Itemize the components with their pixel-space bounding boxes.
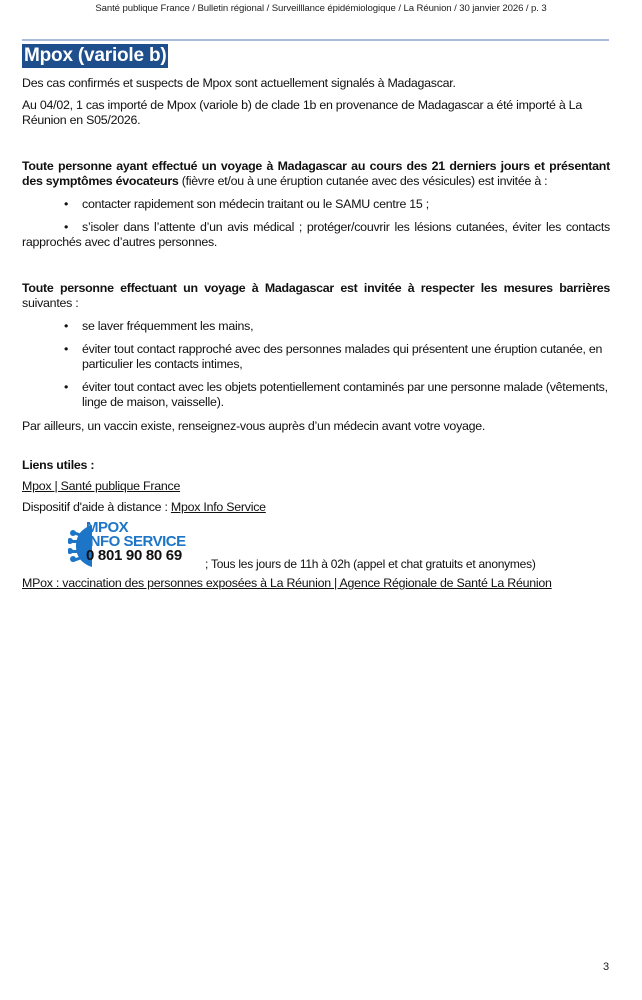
bullet-text: contacter rapidement son médecin traitant ou le SAMU centre 15 ; <box>82 197 429 211</box>
remote-label: Dispositif d'aide à distance : <box>22 500 171 514</box>
barrier-bullet <box>22 342 610 372</box>
main-content <box>22 76 610 591</box>
logo-line-2: INFO SERVICE <box>86 533 186 550</box>
logo-phone: 0 801 90 80 69 <box>86 547 182 564</box>
vaccine-paragraph: Par ailleurs, un vaccin existe, renseignez-vous auprès d’un médecin avant votre voyage. <box>22 419 486 433</box>
page-number: 3 <box>603 961 610 973</box>
symptoms-rest: (fièvre et/ou à une éruption cutanée avec des vésicules) est invitée à : <box>178 174 548 188</box>
barrier-bullet <box>22 319 610 334</box>
bullet-text: se laver fréquemment les mains, <box>82 319 254 333</box>
intro-paragraph-1: Des cas confirmés et suspects de Mpox sont actuellement signalés à Madagascar. <box>22 76 456 90</box>
bullet-icon: • <box>64 197 69 211</box>
bullet-text: éviter tout contact avec les objets potentiellement contaminés par une personne malade (vêtements, linge de maison, vaisselle). <box>82 380 608 409</box>
mpox-info-service-logo <box>68 519 204 573</box>
links-heading: Liens utiles : <box>22 458 95 472</box>
info-service-row <box>22 519 610 575</box>
bullet-text: s’isoler dans l’attente d’un avis médical ; protéger/couvrir les lésions cutanées, éviter les contacts rapprochés avec d’autres personnes. <box>22 220 610 249</box>
bullet-text: éviter tout contact rapproché avec des personnes malades qui présentent une éruption cutanée, en particulier les contacts intimes, <box>82 342 603 371</box>
link-mpox-info-service[interactable]: Mpox Info Service <box>170 500 266 514</box>
symptoms-bold: Toute personne ayant effectué un voyage à Madagascar au cours des 21 derniers jours et présentant des symptômes évocateurs <box>22 159 610 188</box>
logo-line-1: MPOX <box>86 519 129 536</box>
header-rule <box>22 39 609 41</box>
barriers-rest: suivantes : <box>22 296 79 310</box>
symptoms-paragraph <box>22 159 610 189</box>
bullet-icon: • <box>64 319 69 333</box>
link-spf-mpox[interactable]: Mpox | Santé publique France <box>22 479 181 493</box>
running-header: Santé publique France / Bulletin régional / Surveilllance épidémiologique / La Réunion / 30 janvier 2026 / p. 3 <box>95 3 547 14</box>
barriers-bold: Toute personne effectuant un voyage à Madagascar est invitée à respecter les mesures barrières <box>22 281 610 295</box>
bullet-icon: • <box>64 380 69 394</box>
link-ars-vaccination[interactable]: MPox : vaccination des personnes exposées à La Réunion | Agence Régionale de Santé La Réunion <box>22 576 552 590</box>
service-hours: ; Tous les jours de 11h à 02h (appel et chat gratuits et anonymes) <box>205 557 536 571</box>
symptoms-bullet <box>22 197 610 212</box>
bullet-icon: • <box>64 220 69 234</box>
bullet-icon: • <box>64 342 69 356</box>
barrier-bullet <box>22 380 610 410</box>
symptoms-bullet <box>22 220 610 250</box>
barriers-paragraph <box>22 281 610 311</box>
section-title: Mpox (variole b) <box>24 45 167 66</box>
intro-paragraph-2: Au 04/02, 1 cas importé de Mpox (variole b) de clade 1b en provenance de Madagascar a été importé à La Réunion en S05/2026. <box>22 98 582 127</box>
